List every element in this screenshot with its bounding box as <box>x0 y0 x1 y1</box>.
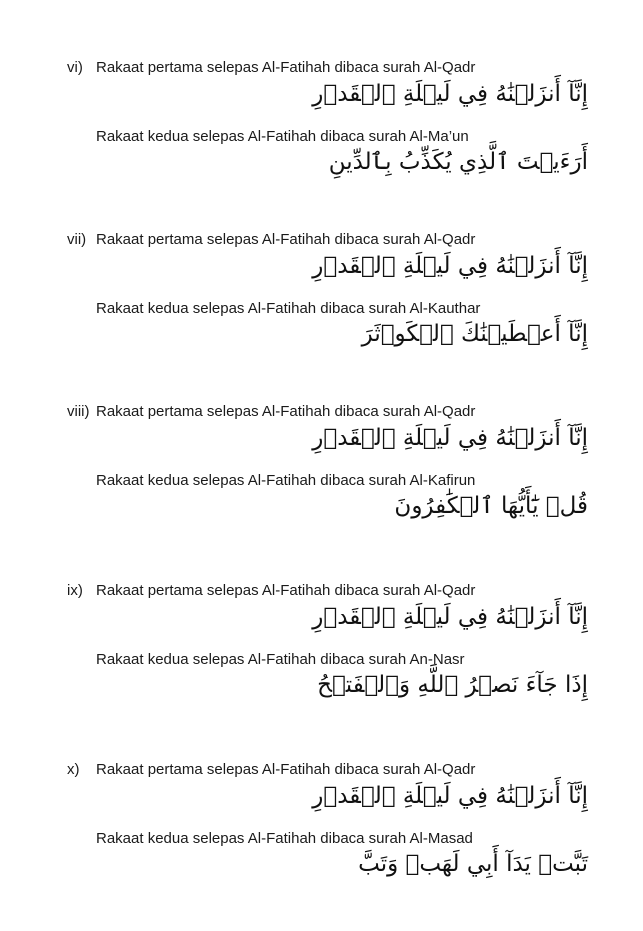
section-x <box>0 761 643 911</box>
second-rakaat-arabic-verse: قُلۡ يَٰٓأَيُّهَا ٱلۡكَٰفِرُونَ <box>394 493 588 519</box>
first-rakaat-instruction: Rakaat pertama selepas Al-Fatihah dibaca surah Al-Qadr <box>96 761 476 778</box>
first-rakaat-arabic-verse: إِنَّآ أَنزَلۡنَٰهُ فِي لَيۡلَةِ ٱلۡقَدۡرِ <box>312 425 588 451</box>
section-number: vi) <box>67 59 83 76</box>
second-rakaat-arabic-verse: تَبَّتۡ يَدَآ أَبِي لَهَبٖ وَتَبَّ <box>358 851 588 877</box>
section-number: x) <box>67 761 80 778</box>
second-rakaat-arabic-verse: إِنَّآ أَعۡطَيۡنَٰكَ ٱلۡكَوۡثَرَ <box>361 321 588 347</box>
first-rakaat-arabic-verse: إِنَّآ أَنزَلۡنَٰهُ فِي لَيۡلَةِ ٱلۡقَدۡرِ <box>312 604 588 630</box>
section-vi <box>0 59 643 209</box>
section-number: ix) <box>67 582 83 599</box>
first-rakaat-instruction: Rakaat pertama selepas Al-Fatihah dibaca surah Al-Qadr <box>96 403 476 420</box>
second-rakaat-instruction: Rakaat kedua selepas Al-Fatihah dibaca surah Al-Kafirun <box>96 472 476 489</box>
second-rakaat-arabic-verse: أَرَءَيۡتَ ٱلَّذِي يُكَذِّبُ بِٱلدِّينِ <box>328 149 588 175</box>
second-rakaat-instruction: Rakaat kedua selepas Al-Fatihah dibaca surah Al-Masad <box>96 830 473 847</box>
first-rakaat-arabic-verse: إِنَّآ أَنزَلۡنَٰهُ فِي لَيۡلَةِ ٱلۡقَدۡرِ <box>312 253 588 279</box>
first-rakaat-arabic-verse: إِنَّآ أَنزَلۡنَٰهُ فِي لَيۡلَةِ ٱلۡقَدۡرِ <box>312 81 588 107</box>
second-rakaat-instruction: Rakaat kedua selepas Al-Fatihah dibaca surah Al-Kauthar <box>96 300 481 317</box>
second-rakaat-instruction: Rakaat kedua selepas Al-Fatihah dibaca surah Al-Ma’un <box>96 128 469 145</box>
section-number: vii) <box>67 231 87 248</box>
section-vii <box>0 231 643 381</box>
first-rakaat-instruction: Rakaat pertama selepas Al-Fatihah dibaca surah Al-Qadr <box>96 59 476 76</box>
first-rakaat-instruction: Rakaat pertama selepas Al-Fatihah dibaca surah Al-Qadr <box>96 582 476 599</box>
first-rakaat-instruction: Rakaat pertama selepas Al-Fatihah dibaca surah Al-Qadr <box>96 231 476 248</box>
section-ix <box>0 582 643 732</box>
section-number: viii) <box>67 403 90 420</box>
second-rakaat-arabic-verse: إِذَا جَآءَ نَصۡرُ ٱللَّهِ وَٱلۡفَتۡحُ <box>317 672 588 698</box>
second-rakaat-instruction: Rakaat kedua selepas Al-Fatihah dibaca surah An-Nasr <box>96 651 465 668</box>
section-viii <box>0 403 643 553</box>
first-rakaat-arabic-verse: إِنَّآ أَنزَلۡنَٰهُ فِي لَيۡلَةِ ٱلۡقَدۡرِ <box>312 783 588 809</box>
